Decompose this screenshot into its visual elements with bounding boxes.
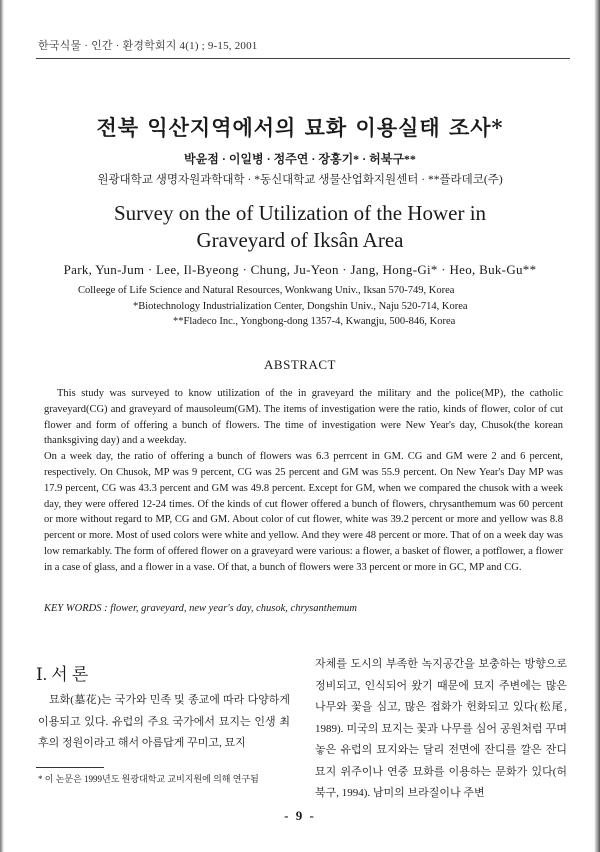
- section-heading-introduction: Ⅰ. 서 론: [36, 665, 89, 684]
- abstract-heading: ABSTRACT: [264, 357, 336, 372]
- english-title: [0, 200, 600, 254]
- english-title-line-1: Survey on the of Utilization of the Hower in: [113, 201, 487, 225]
- footnote-rule: [36, 767, 104, 768]
- right-column-text: 자체를 도시의 부족한 녹지공간을 보충하는 방향으로 정비되고, 인식되어 왔기 때문에 묘지 주변에는 많은 나무와 꽃을 심고, 많은 접화가 헌화되고 있다(松尾, 1989). 미국의 묘지는 꽃과 나무를 심어 공원처럼 꾸며 놓은 유럽의 묘지와는 달리 전면에 잔디를 깔은 잔디 묘지 위주이나 연중 묘화를 이용하는 문화가 있다(허북구, 1994). 남미의 브라질이나 주변: [315, 658, 567, 799]
- english-affiliations: [78, 283, 468, 330]
- abstract-body: [44, 386, 563, 576]
- running-header: 한국식물 · 인간 · 환경학회지 4(1) ; 9-15, 2001: [38, 40, 258, 52]
- affiliation-3: **Fladeco Inc., Yongbong-dong 1357-4, Kwangju, 500-846, Korea: [173, 316, 456, 327]
- abstract-paragraph-1: This study was surveyed to know utilization of the in graveyard the military and the police(MP), the catholic graveyard(CG) and graveyard of mausoleum(GM). The items of investigation were the ratio, kinds of flower, color of cut flower and form of offering a bunch of flowers. The time of investigation were New Year's day, Chusok(the korean thanksgiving day) and a weekday.: [44, 388, 563, 447]
- body-left-column: [38, 690, 290, 755]
- korean-title: 전북 익산지역에서의 묘화 이용실태 조사*: [96, 115, 504, 140]
- body-right-column: [315, 654, 567, 805]
- header-rule: [36, 58, 570, 59]
- abstract-paragraph-2: On a week day, the ratio of offering a bunch of flowers was 6.3 perrcent in GM. CG and GM were 2 and 6 percent, respectively. On Chusok, MP was 9 percent, CG was 25 percent and GM was 55.9 percent. On New Year's Day MP was 17.9 percent, CG was 43.3 percent and GM was 49.8 percent. Except for GM, when we compared the chusok with a week day, they were offered 12-24 times. Of the kinds of cut flower offered a bunch of flowers, chrysanthemum was 60 percent or more without regard to MP, CG and GM. About color of cut flower, white was 39.2 percent or more and yellow was 8.8 percent or more. Most of used colors were white and yellow. And they were 48 percent or more. That of on a week day was low remarkably. The form of offered flower on a graveyard were various: a flower, a basket of flower, a potflower, a flower in a case of glass, and a flower in a vase. Of that, a bunch of flowers were 33 percent or more in GC, MP and CG.: [44, 451, 563, 573]
- affiliation-1: Colleege of Life Science and Natural Resources, Wonkwang Univ., Iksan 570-749, Korea: [78, 285, 455, 296]
- english-title-line-2: Graveyard of Iksân Area: [196, 228, 404, 252]
- keywords: KEY WORDS : flower, graveyard, new year's day, chusok, chrysanthemum: [44, 603, 358, 614]
- english-authors: Park, Yun-Jum · Lee, Il-Byeong · Chung, Ju-Yeon · Jang, Hong-Gi* · Heo, Buk-Gu**: [63, 262, 537, 277]
- korean-affiliations: 원광대학교 생명자원과학대학 · *동신대학교 생물산업화지원센터 · **플라데코(주): [97, 174, 503, 186]
- footnote: * 이 논문은 1999년도 원광대학교 교비지원에 의해 연구됨: [38, 774, 259, 784]
- korean-authors: 박윤점 · 이일병 · 정주연 · 장홍기* · 허북구**: [184, 152, 416, 166]
- page-number: - 9 -: [284, 808, 316, 823]
- left-column-text: 묘화(墓花)는 국가와 민족 및 종교에 따라 다양하게 이용되고 있다. 유럽의 주요 국가에서 묘지는 인생 최후의 정원이라고 해서 아름답게 꾸미고, 묘지: [38, 694, 290, 749]
- affiliation-2: *Biotechnology Industrialization Center, Dongshin Univ., Naju 520-714, Korea: [133, 300, 468, 312]
